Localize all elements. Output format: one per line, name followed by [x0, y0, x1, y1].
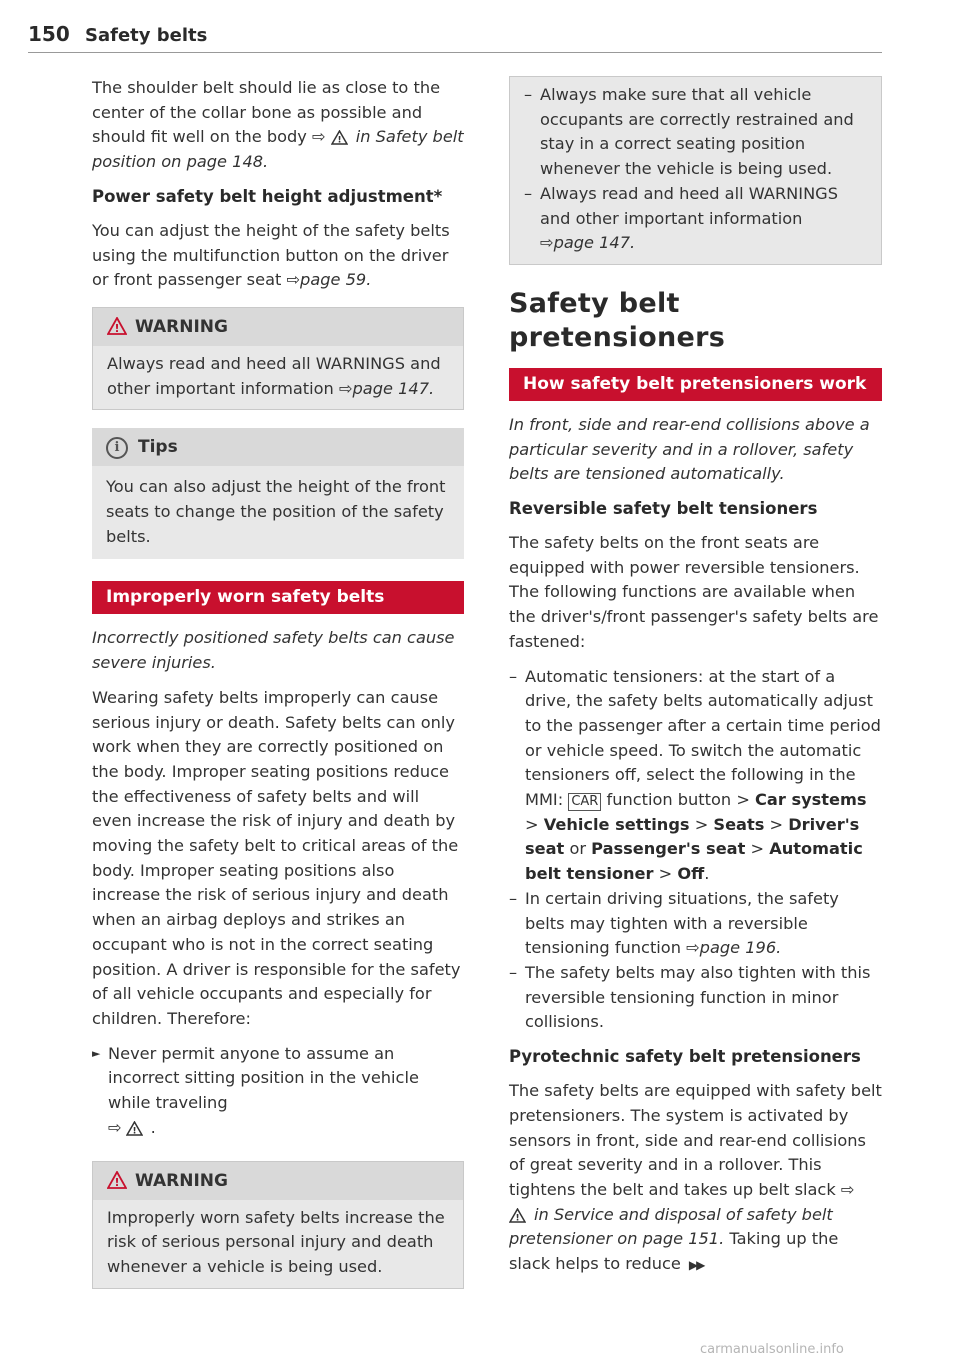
warning-triangle-icon [331, 130, 348, 145]
page-reference-link[interactable]: ⇨page 147. [540, 233, 636, 253]
section-heading-improper: Improperly worn safety belts [92, 581, 464, 614]
warning-triangle-icon [126, 1121, 143, 1136]
warning-box-header: ! WARNING [93, 308, 463, 346]
pyrotechnic-heading: Pyrotechnic safety belt pretensioners [509, 1047, 861, 1067]
watermark: carmanualsonline.info [700, 1342, 844, 1357]
continue-arrow-icon: ▶▶ [688, 1258, 704, 1273]
shoulder-belt-paragraph: The shoulder belt should lie as close to the center of the collar bone as possible and should fit well on the body ⇨ ! in Safety belt position on page 148. [92, 78, 464, 172]
warning-triangle-icon [107, 1171, 127, 1189]
warning-triangle-icon [107, 317, 127, 335]
pyrotechnic-paragraph: The safety belts are equipped with safety belt pretensioners. The system is activated by sensors in front, side and rear-end collisions of great severity and in a rollover. This tightens the belt and takes up belt slack ⇨ ! in Service and disposal of safety belt pretensioner on page 151. Taking up the slack helps to reduce ▶▶ [509, 1081, 882, 1274]
left-column [92, 76, 464, 1307]
svg-text:!: ! [114, 321, 120, 335]
info-icon: i [106, 437, 128, 459]
svg-text:!: ! [132, 1126, 137, 1136]
warning-continuation-box [509, 76, 882, 265]
page-header [28, 22, 882, 51]
list-item: – Always read and heed all WARNINGS and other important information ⇨page 147. [524, 182, 867, 256]
power-adjustment-paragraph: You can adjust the height of the safety belts using the multifunction button on the driver or front passenger seat ⇨page 59. [92, 220, 450, 290]
list-item: – Always make sure that all vehicle occupants are correctly restrained and stay in a correct seating position whenever the vehicle is being used. [524, 83, 867, 182]
improper-paragraph: Wearing safety belts improperly can cause serious injury or death. Safety belts can only work when they are correctly positioned on the body. Improper seating positions reduce the effectiveness of safety belts and will even increase the risk of injury and death by moving the safety belt to critical areas of the body. Improper seating positions also increase the risk of serious injury and death when an airbag deploys and strikes an occupant who is not in the correct seating position. A driver is responsible for the safety of all vehicle occupants and especially for children. Therefore: [92, 687, 461, 1028]
list-item: – In certain driving situations, the safety belts may tighten with a reversible tensioning function ⇨page 196. [509, 887, 882, 961]
warning-box [92, 1161, 464, 1289]
warning-box [92, 307, 464, 410]
reversible-list [509, 665, 882, 1036]
cross-reference-link[interactable]: in Safety belt position on page 148. [92, 127, 464, 172]
svg-text:!: ! [114, 1175, 120, 1189]
reversible-heading: Reversible safety belt tensioners [509, 499, 818, 519]
warning-triangle-icon [509, 1208, 526, 1223]
right-column [509, 76, 882, 1278]
page-number: 150 [28, 22, 70, 46]
page-reference-link[interactable]: page 147. [352, 378, 435, 398]
tips-box [92, 428, 464, 559]
pretensioner-lead: In front, side and rear-end collisions above a particular severity and in a rollover, safety belts are tensioned automatically. [509, 414, 870, 484]
svg-text:!: ! [337, 135, 342, 146]
running-section-title: Safety belts [85, 25, 208, 46]
page-reference-link[interactable]: page 59. [300, 270, 372, 290]
list-item: – The safety belts may also tighten with this reversible tensioning function in minor collisions. [509, 961, 882, 1035]
instruction-step: ► Never permit anyone to assume an incorrect sitting position in the vehicle while traveling ⇨ ! . [92, 1042, 464, 1141]
tips-box-body: You can also adjust the height of the front seats to change the position of the safety belts. [92, 466, 464, 559]
chapter-title: Safety belt pretensioners [509, 287, 726, 353]
warning-box-header: ! WARNING [93, 1162, 463, 1200]
warning-box-body: Improperly worn safety belts increase the risk of serious personal injury and death whenever a vehicle is being used. [93, 1200, 463, 1288]
tips-box-header: i Tips [92, 428, 464, 466]
cross-reference-link[interactable]: in Service and disposal of safety belt pretensioner on page 151. [509, 1204, 833, 1249]
page-reference-link[interactable]: page 196. [699, 938, 782, 958]
list-item: – Automatic tensioners: at the start of a drive, the safety belts automatically adjust to the passenger after a certain time period or vehicle speed. To switch the automatic tensioners off, select the following in the MMI: CAR function button > Car systems > Vehicle settings > Seats > Driver's seat or Passenger's seat > Automatic belt tensioner > Off. [509, 665, 882, 887]
car-button-key[interactable]: CAR [568, 793, 601, 811]
power-adjustment-heading: Power safety belt height adjustment* [92, 186, 443, 206]
warning-list [524, 83, 867, 256]
warning-box-body: Always read and heed all WARNINGS and other important information ⇨page 147. [93, 346, 463, 409]
svg-text:!: ! [515, 1213, 520, 1223]
header-divider [28, 52, 882, 53]
section-heading-pretensioners: How safety belt pretensioners work [509, 368, 882, 401]
improper-lead: Incorrectly positioned safety belts can cause severe injuries. [92, 628, 455, 673]
reversible-paragraph: The safety belts on the front seats are equipped with power reversible tensioners. The following functions are available when the driver's/front passenger's safety belts are fastened: [509, 533, 879, 651]
